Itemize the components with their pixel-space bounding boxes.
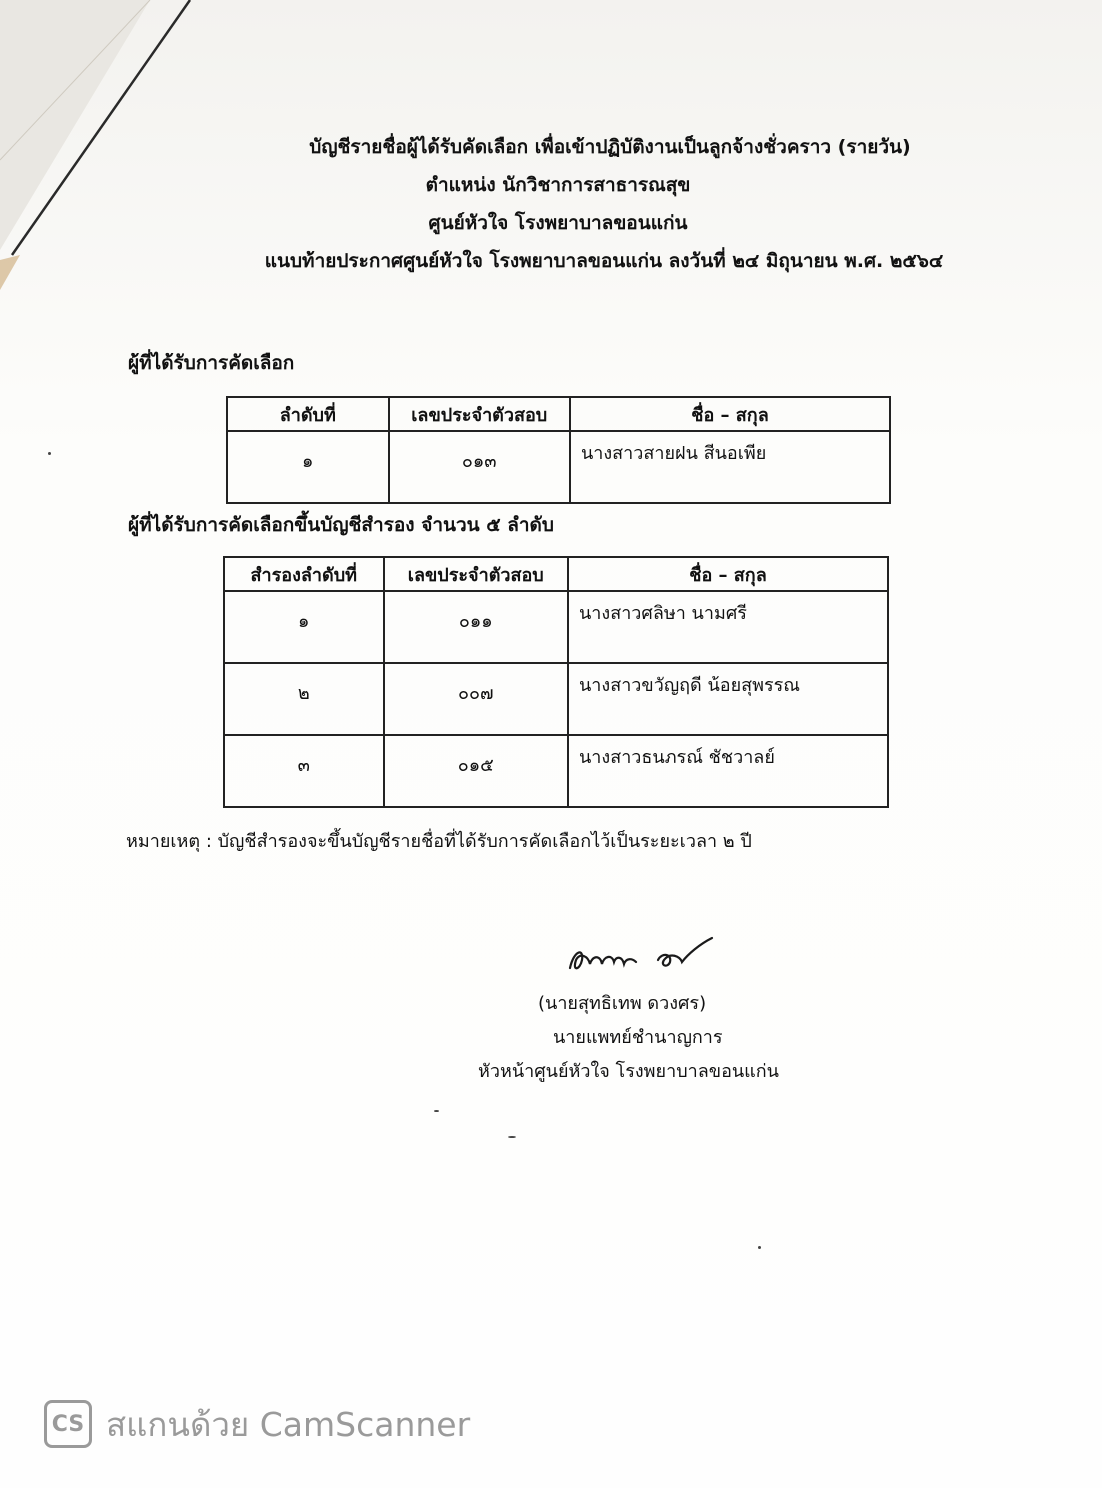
column-header-reserve-number: สำรองลำดับที่ (224, 557, 384, 591)
camscanner-watermark (44, 1398, 470, 1450)
reserve-heading: ผู้ที่ได้รับการคัดเลือกขึ้นบัญชีสำรอง จำนวน ๕ ลำดับ (128, 514, 554, 536)
cell-exam-id: ๐๑๕ (384, 735, 568, 807)
column-header-number: ลำดับที่ (227, 397, 389, 431)
cell-number: ๑ (224, 591, 384, 663)
table-row (224, 735, 888, 807)
table-row (227, 431, 890, 503)
camscanner-logo-icon: CS (44, 1400, 92, 1448)
cell-number: ๓ (224, 735, 384, 807)
cell-name: นางสาวสายฝน สีนอเพีย (570, 431, 890, 503)
column-header-name: ชื่อ – สกุล (570, 397, 890, 431)
scan-speck (48, 452, 51, 455)
signatory-position: นายแพทย์ชำนาญการ (553, 1027, 723, 1048)
cell-number: ๒ (224, 663, 384, 735)
selected-table (226, 396, 891, 504)
cell-name: นางสาวศลิษา นามศรี (568, 591, 888, 663)
title-line-1: บัญชีรายชื่อผู้ได้รับคัดเลือก เพื่อเข้าปฏิบัติงานเป็นลูกจ้างชั่วคราว (รายวัน) (309, 136, 911, 158)
signatory-name: (นายสุทธิเทพ ดวงศร) (538, 993, 707, 1014)
document-title-block (0, 128, 1102, 280)
cell-name: นางสาวธนภรณ์ ชัชวาลย์ (568, 735, 888, 807)
cell-exam-id: ๐๐๗ (384, 663, 568, 735)
cell-exam-id: ๐๑๓ (389, 431, 570, 503)
scan-speck (434, 1110, 439, 1112)
table-header-row (227, 397, 890, 431)
cell-number: ๑ (227, 431, 389, 503)
cell-exam-id: ๐๑๑ (384, 591, 568, 663)
cell-name: นางสาวขวัญฤดี น้อยสุพรรณ (568, 663, 888, 735)
scan-speck (758, 1246, 761, 1249)
scan-speck (508, 1136, 516, 1138)
column-header-exam-id: เลขประจำตัวสอบ (384, 557, 568, 591)
table-header-row (224, 557, 888, 591)
table-row (224, 591, 888, 663)
footnote: หมายเหตุ : บัญชีสำรองจะขึ้นบัญชีรายชื่อที่ได้รับการคัดเลือกไว้เป็นระยะเวลา ๒ ปี (126, 831, 752, 852)
column-header-exam-id: เลขประจำตัวสอบ (389, 397, 570, 431)
title-line-4: แนบท้ายประกาศศูนย์หัวใจ โรงพยาบาลขอนแก่น ลงวันที่ ๒๔ มิถุนายน พ.ศ. ๒๕๖๔ (264, 250, 944, 272)
reserve-table (223, 556, 889, 808)
selected-heading: ผู้ที่ได้รับการคัดเลือก (128, 352, 295, 374)
title-line-2: ตำแหน่ง นักวิชาการสาธารณสุข (425, 174, 691, 196)
title-line-3: ศูนย์หัวใจ โรงพยาบาลขอนแก่น (428, 212, 688, 234)
watermark-text: สแกนด้วย CamScanner (106, 1404, 471, 1444)
table-row (224, 663, 888, 735)
handwritten-signature (562, 930, 722, 980)
signatory-office: หัวหน้าศูนย์หัวใจ โรงพยาบาลขอนแก่น (478, 1061, 779, 1082)
column-header-name: ชื่อ – สกุล (568, 557, 888, 591)
